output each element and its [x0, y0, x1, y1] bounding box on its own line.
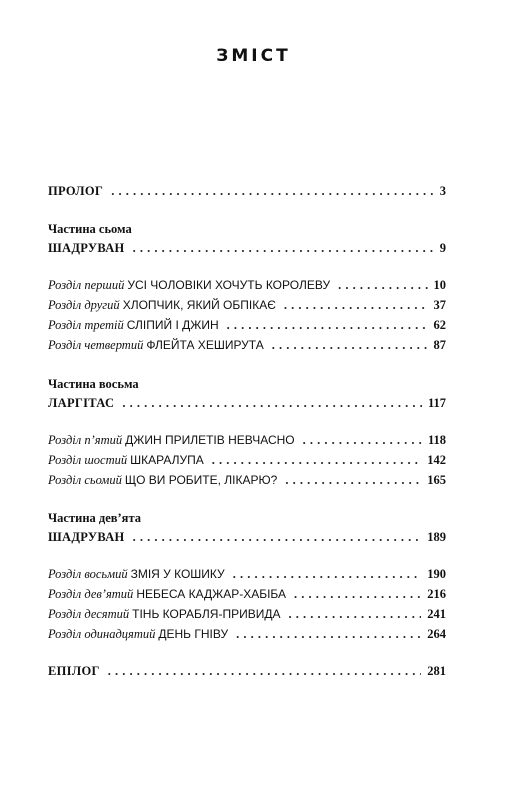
entry-label: ЕПІЛОГ — [48, 664, 100, 678]
chapter-prefix: Розділ перший — [48, 278, 125, 292]
chapter-name: ДЖИН ПРИЛЕТІВ НЕВЧАСНО — [125, 433, 295, 447]
toc-entry-part9 — [48, 530, 446, 548]
toc-entry-epilogue — [48, 664, 446, 682]
toc-entry-part7 — [48, 241, 446, 259]
chapter-name: НЕБЕСА КАДЖАР-ХАБІБА — [136, 587, 287, 601]
chapter-page: 118 — [427, 433, 446, 447]
chapter-page: 241 — [427, 607, 446, 621]
chapter-name: ХЛОПЧИК, ЯКИЙ ОБПІКАЄ — [122, 298, 276, 312]
leader-dots — [133, 241, 434, 256]
entry-label: ПРОЛОГ — [48, 184, 104, 198]
chapter-prefix: Розділ третій — [48, 318, 124, 332]
entry-label: ЛАРГІТАС — [48, 396, 115, 410]
toc-chapter — [48, 278, 446, 296]
chapter-page: 62 — [433, 318, 446, 332]
toc-chapter — [48, 473, 446, 491]
chapter-page: 10 — [433, 278, 446, 292]
toc-chapter — [48, 567, 446, 585]
entry-page: 281 — [427, 664, 446, 678]
chapter-page: 165 — [427, 473, 446, 487]
leader-dots — [212, 453, 422, 468]
entry-page: 9 — [439, 241, 446, 255]
part-heading-8: Частина восьма — [48, 377, 139, 391]
leader-dots — [233, 567, 422, 582]
chapter-name: СЛІПИЙ І ДЖИН — [126, 318, 219, 332]
entry-label: ШАДРУВАН — [48, 530, 125, 544]
chapter-page: 37 — [433, 298, 446, 312]
chapter-page: 264 — [427, 627, 446, 641]
chapter-prefix: Розділ десятий — [48, 607, 130, 621]
toc-chapter — [48, 338, 446, 356]
entry-page: 117 — [427, 396, 446, 410]
toc-chapter — [48, 433, 446, 451]
leader-dots — [294, 587, 421, 602]
leader-dots — [288, 607, 421, 622]
chapter-prefix: Розділ восьмий — [48, 567, 128, 581]
toc-entry-prologue — [48, 184, 446, 202]
leader-dots — [133, 530, 422, 545]
chapter-page: 190 — [427, 567, 446, 581]
toc-chapter — [48, 607, 446, 625]
leader-dots — [272, 338, 428, 353]
leader-dots — [338, 278, 427, 293]
toc-entry-part8 — [48, 396, 446, 414]
chapter-prefix: Розділ одинадцятий — [48, 627, 156, 641]
leader-dots — [303, 433, 422, 448]
entry-page: 3 — [439, 184, 446, 198]
chapter-prefix: Розділ сьомий — [48, 473, 122, 487]
chapter-page: 216 — [427, 587, 446, 601]
chapter-name: ДЕНЬ ГНІВУ — [158, 627, 229, 641]
chapter-page: 142 — [427, 453, 446, 467]
leader-dots — [284, 298, 428, 313]
part-heading-7: Частина сьома — [48, 222, 132, 236]
leader-dots — [122, 396, 422, 411]
toc-chapter — [48, 627, 446, 645]
chapter-page: 87 — [433, 338, 446, 352]
leader-dots — [108, 664, 422, 679]
page-title: ЗМІСТ — [216, 46, 291, 66]
chapter-prefix: Розділ другий — [48, 298, 120, 312]
part-heading-9: Частина дев’ята — [48, 511, 141, 525]
toc-chapter — [48, 298, 446, 316]
chapter-prefix: Розділ дев’ятий — [48, 587, 134, 601]
toc-chapter — [48, 453, 446, 471]
entry-label: ШАДРУВАН — [48, 241, 125, 255]
chapter-prefix: Розділ п’ятий — [48, 433, 123, 447]
leader-dots — [285, 473, 421, 488]
leader-dots — [111, 184, 434, 199]
entry-page: 189 — [427, 530, 446, 544]
chapter-name: ТІНЬ КОРАБЛЯ-ПРИВИДА — [132, 607, 281, 621]
toc-chapter — [48, 587, 446, 605]
leader-dots — [227, 318, 428, 333]
chapter-name: ФЛЕЙТА ХЕШИРУТА — [146, 338, 264, 352]
chapter-name: ЗМІЯ У КОШИКУ — [130, 567, 225, 581]
chapter-name: ЩО ВИ РОБИТЕ, ЛІКАРЮ? — [124, 473, 278, 487]
toc-chapter — [48, 318, 446, 336]
chapter-name: ШКАРАЛУПА — [130, 453, 204, 467]
chapter-prefix: Розділ четвертий — [48, 338, 144, 352]
chapter-name: УСІ ЧОЛОВІКИ ХОЧУТЬ КОРОЛЕВУ — [127, 278, 331, 292]
leader-dots — [236, 627, 421, 642]
chapter-prefix: Розділ шостий — [48, 453, 128, 467]
